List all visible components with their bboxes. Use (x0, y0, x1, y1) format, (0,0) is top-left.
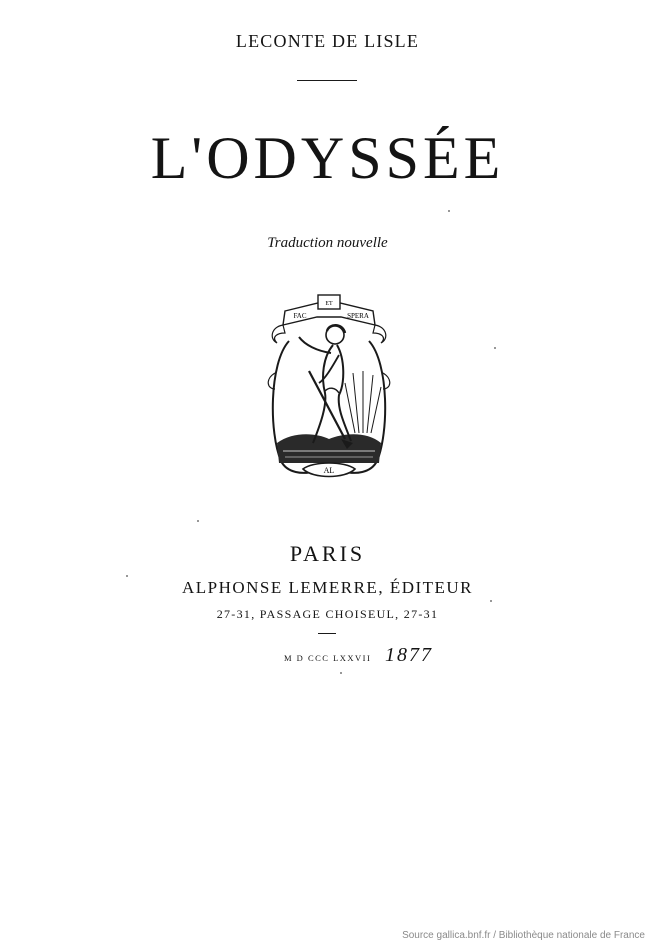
author-name: LECONTE DE LISLE (235, 31, 420, 51)
scan-speck (126, 575, 128, 577)
publisher-name: ALPHONSE LEMERRE, ÉDITEUR (181, 578, 474, 597)
publisher-device-illustration (263, 293, 395, 485)
scan-speck (448, 210, 450, 212)
monogram-cartouche (303, 463, 355, 477)
publication-year-roman: M D CCC LXXVII (284, 653, 372, 663)
motto-left: FAC (293, 312, 307, 320)
monogram-text: AL (323, 466, 335, 475)
handwritten-year-annotation: 1877 (385, 644, 433, 666)
motto-center: ET (325, 301, 333, 307)
source-credit: Source gallica.bnf.fr / Bibliothèque nationale de France (402, 930, 645, 941)
scan-speck (340, 672, 342, 674)
farmer-figure (299, 325, 353, 449)
motto-right: SPERA (347, 312, 369, 320)
middle-rule (318, 633, 336, 634)
top-rule (297, 80, 357, 81)
scan-speck (490, 600, 492, 602)
book-subtitle: Traduction nouvelle (267, 235, 388, 251)
book-title: L'ODYSSÉE (150, 125, 505, 191)
scan-speck (494, 347, 496, 349)
publisher-address: 27-31, PASSAGE CHOISEUL, 27-31 (216, 607, 439, 621)
publication-city: PARIS (289, 541, 366, 566)
scan-speck (197, 520, 199, 522)
